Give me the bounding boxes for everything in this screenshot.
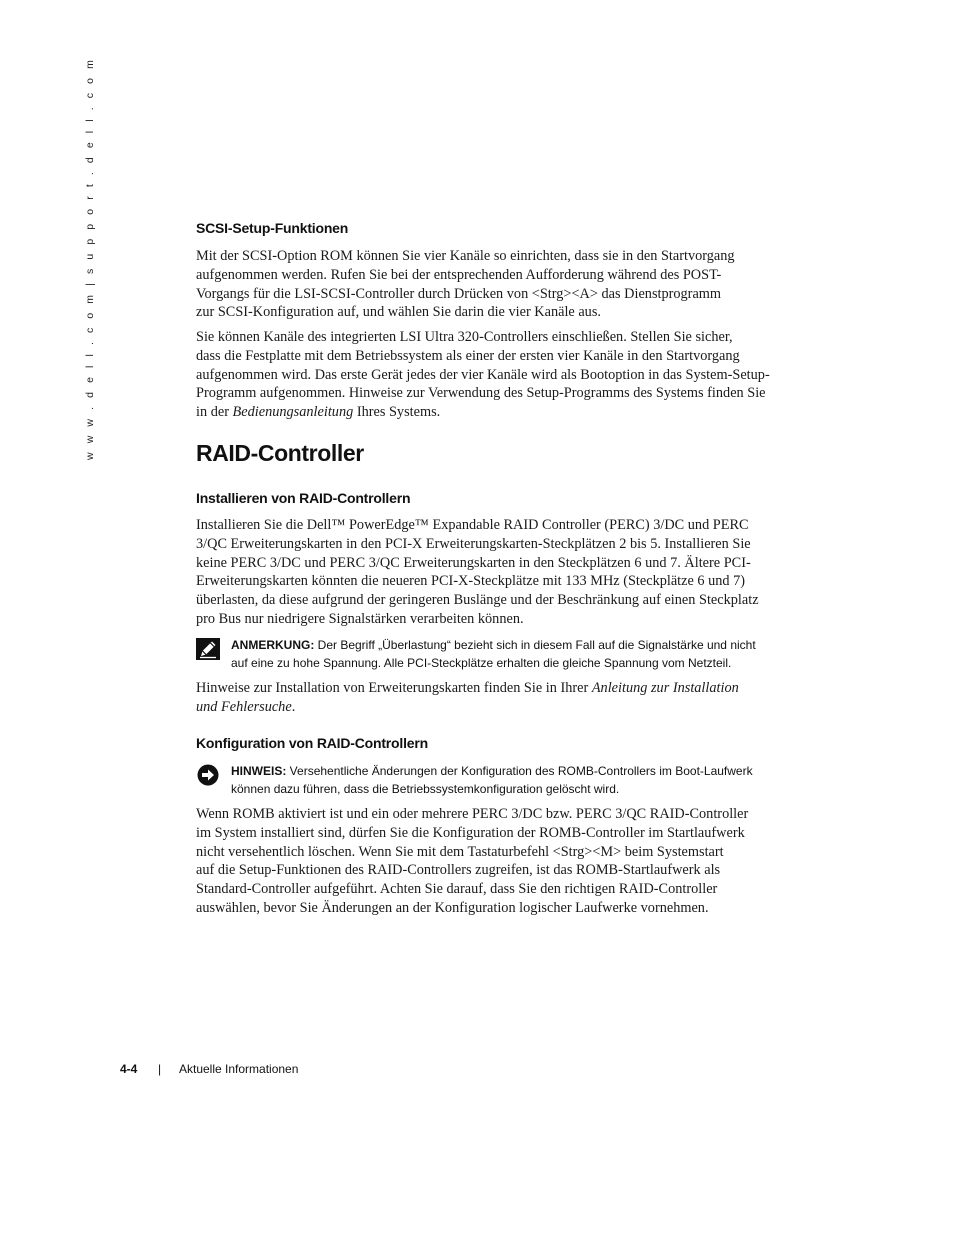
section-heading-scsi: SCSI-Setup-Funktionen	[196, 220, 349, 236]
manual-title: Bedienungsanleitung	[232, 404, 354, 421]
page-number: 4-4	[120, 1062, 138, 1076]
notice-text: HINWEIS: Versehentliche Änderungen der Konfiguration des ROMB-Controllers im Boot-Laufwerk können dazu führen, dass die Betriebssystemkonfiguration gelöscht wird.	[231, 764, 753, 796]
paragraph-install: Installieren Sie die Dell™ PowerEdge™ Expandable RAID Controller (PERC) 3/DC und PERC 3/QC Erweiterungskarten in den PCI-X Erweiterungskarten-Steckplätzen 2 bis 5. Installieren Sie keine PERC 3/DC und PERC 3/QC Erweiterungskarten in den Steckplätzen 6 und 7. Ältere PCI- Erweiterungskarten könnten die neueren PCI-X-Steckplätze mit 133 MHz (Steckplätze 6 und 7) überlasten, da diese aufgrund der geringeren Buslänge und der Beschränkung auf einen Steckplatz pro Bus nur niedrigere Signalstärken verarbeiten können.	[196, 517, 759, 627]
paragraph-config: Wenn ROMB aktiviert ist und ein oder mehrere PERC 3/DC bzw. PERC 3/QC RAID-Controller im System installiert sind, dürfen Sie die Konfiguration der ROMB-Controller im Startlaufwerk nicht versehentlich löschen. Wenn Sie mit dem Tastaturbefehl <Strg><M> beim Systemstart auf die Setup-Funktionen des RAID-Controllers zugreifen, ist das ROMB-Startlaufwerk als Standard-Controller aufgeführt. Achten Sie darauf, dass Sie den richtigen RAID-Controller auswählen, bevor Sie Änderungen an der Konfiguration logischer Laufwerke vornehmen.	[196, 806, 749, 916]
paragraph-scsi-1: Mit der SCSI-Option ROM können Sie vier Kanäle so einrichten, dass sie in den Startvorgang aufgenommen werden. Rufen Sie bei der entsprechenden Aufforderung während des POST- Vorgangs für die LSI-SCSI-Controller durch Drücken von <Strg><A> das Dienstprogramm zur SCSI-Konfiguration auf, und wählen Sie darin die vier Kanäle aus.	[196, 248, 735, 321]
chapter-title: Aktuelle Informationen	[179, 1062, 299, 1076]
note-label: ANMERKUNG:	[231, 638, 315, 652]
note-text: ANMERKUNG: Der Begriff „Überlastung“ bezieht sich in diesem Fall auf die Signalstärke und nicht auf eine zu hohe Spannung. Alle PCI-Steckplätze erhalten die gleiche Spannung vom Netzteil.	[231, 638, 756, 670]
notice-label: HINWEIS:	[231, 764, 287, 778]
footer-separator: |	[158, 1062, 162, 1076]
section-heading-install: Installieren von RAID-Controllern	[196, 490, 411, 506]
paragraph-scsi-2: Sie können Kanäle des integrierten LSI Ultra 320-Controllers einschließen. Stellen Sie sicher, dass die Festplatte mit dem Betriebssystem als einer der ersten vier Kanäle in den Startvorgang aufgenommen wird. Das erste Gerät jedes der vier Kanäle wird als Bootoption in das System-Setup- Programm aufgenommen. Hinweise zur Verwendung des Setup-Programms des Systems finden Sie in der Bedienungsanleitung Ihres Systems.	[196, 329, 770, 421]
note-pencil-icon	[196, 638, 220, 660]
section-heading-config: Konfiguration von RAID-Controllern	[196, 735, 428, 751]
sidebar-url: w w w . d e l l . c o m | s u p p o r t . d e l l . c o m	[84, 57, 96, 460]
page-title: RAID-Controller	[196, 440, 364, 466]
paragraph-install-reference: Hinweise zur Installation von Erweiterungskarten finden Sie in Ihrer Anleitung zur Installation und Fehlersuche.	[196, 680, 739, 715]
notice-arrow-icon	[196, 764, 220, 786]
